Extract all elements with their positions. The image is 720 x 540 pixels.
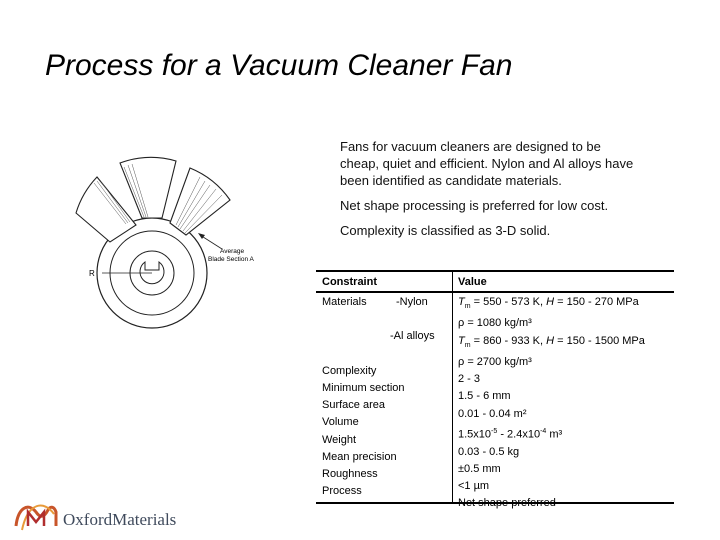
table-header-rule: [316, 291, 674, 293]
description-paragraph-1: Fans for vacuum cleaners are designed to be cheap, quiet and efficient. Nylon and Al alloys have been identified as candidate materials.: [340, 139, 634, 188]
al-tm-value: $T_m = 860 - 933$ K, H = 150 - 1500 MPa: [458, 334, 645, 349]
min-section-label: Minimum section: [322, 382, 405, 395]
volume-value: $1.5x10^{-5} - 2.4x10^{-4}$ m³: [458, 427, 563, 441]
complexity-label: Complexity: [322, 364, 377, 377]
weight-value: 0.03 - 0.5 kg: [458, 445, 520, 458]
fan-diagram: [40, 125, 275, 345]
roughness-label: Roughness: [322, 468, 378, 481]
complexity-value: 2 - 3: [458, 373, 481, 386]
nylon-label: -Nylon: [396, 296, 428, 308]
roughness-value: <1 µm: [458, 480, 490, 493]
al-density-value: ρ = 2700 kg/m³: [458, 355, 532, 368]
header-constraint: Constraint: [322, 276, 377, 288]
logo-text: OxfordMaterials: [63, 510, 177, 529]
section-arrowhead: [198, 233, 205, 239]
nylon-tm-value: $T_m = 550 - 573$ K, H = 150 - 270 MPa: [458, 296, 639, 311]
table-column-divider: [452, 270, 453, 504]
precision-label: Mean precision: [322, 450, 397, 463]
fan-blade-left: [76, 177, 136, 242]
slide-title: Process for a Vacuum Cleaner Fan: [45, 49, 513, 82]
section-label-line1: Average: [220, 248, 245, 255]
description-paragraph-2: Net shape processing is preferred for low cost.: [340, 198, 609, 213]
radius-label: R: [89, 269, 95, 278]
section-label-line2: Blade Section A: [208, 256, 254, 263]
weight-label: Weight: [322, 433, 357, 446]
value-column: [458, 294, 645, 512]
process-value: Net shape preferred: [458, 497, 556, 510]
process-label: Process: [322, 485, 362, 498]
volume-label: Volume: [322, 416, 359, 429]
header-value: Value: [458, 276, 487, 288]
precision-value: ±0.5 mm: [458, 462, 501, 475]
surface-area-value: 0.01 - 0.04 m²: [458, 407, 527, 420]
al-label: -Al alloys: [390, 330, 435, 343]
nylon-density-value: ρ = 1080 kg/m³: [458, 317, 532, 330]
surface-area-label: Surface area: [322, 399, 385, 412]
constraint-column: [322, 294, 405, 500]
description-paragraph-3: Complexity is classified as 3-D solid.: [340, 223, 551, 238]
materials-row-label: Materials: [322, 296, 367, 308]
table-top-rule: [316, 270, 674, 272]
min-section-value: 1.5 - 6 mm: [458, 390, 511, 403]
constraints-table: [316, 270, 674, 510]
